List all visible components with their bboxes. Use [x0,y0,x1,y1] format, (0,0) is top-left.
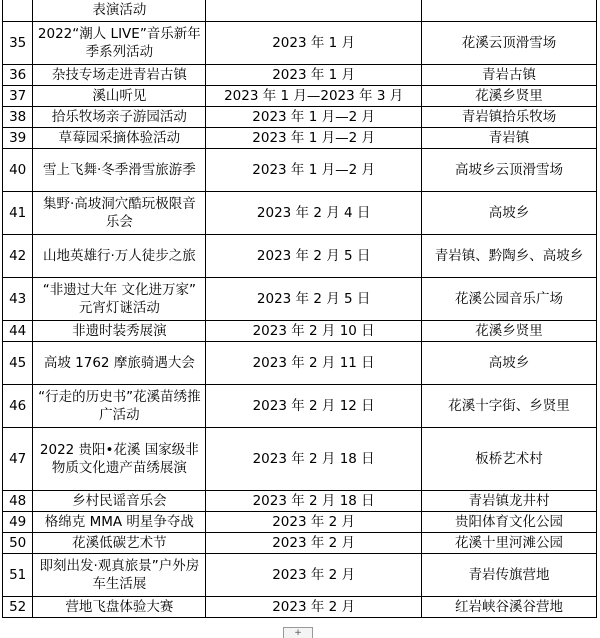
event-location: 高坡乡 [421,341,596,384]
event-name: 即刻出发·观真旅景”户外房车生活展 [33,553,206,596]
event-date: 2023 年 1 月—2 月 [206,148,422,191]
event-name: 山地英雄行·万人徒步之旅 [33,234,206,277]
table-row [3,596,597,617]
event-name: 花溪低碳艺术节 [33,532,206,553]
row-number: 35 [3,21,33,64]
continued-num-cell [3,0,33,21]
event-date: 2023 年 2 月 [206,532,422,553]
continued-date-cell [206,0,422,21]
event-date: 2023 年 2 月 18 日 [206,427,422,490]
table-row [3,106,597,127]
events-table-body [3,0,597,617]
table-row [3,234,597,277]
event-location: 板桥艺术村 [421,427,596,490]
event-name: 非遗时装秀展演 [33,320,206,341]
event-name: 乡村民谣音乐会 [33,490,206,511]
table-row [3,127,597,148]
table-row [3,85,597,106]
event-location: 青岩镇拾乐牧场 [421,106,596,127]
event-name: 雪上飞舞·冬季滑雪旅游季 [33,148,206,191]
table-row [3,511,597,532]
event-date: 2023 年 2 月 [206,553,422,596]
event-date: 2023 年 2 月 [206,596,422,617]
event-location: 青岩古镇 [421,64,596,85]
event-name: 高坡 1762 摩旅骑遇大会 [33,341,206,384]
table-row [3,21,597,64]
event-name: “行走的历史书”花溪苗绣推广活动 [33,384,206,427]
row-number: 36 [3,64,33,85]
table-row [3,341,597,384]
table-row [3,384,597,427]
event-date: 2023 年 1 月 [206,21,422,64]
event-date: 2023 年 1 月—2023 年 3 月 [206,85,422,106]
event-date: 2023 年 2 月 12 日 [206,384,422,427]
row-number: 47 [3,427,33,490]
scroll-tab[interactable]: + [283,627,313,638]
row-number: 48 [3,490,33,511]
row-number: 43 [3,277,33,320]
continued-name-cell: 表演活动 [33,0,206,21]
event-date: 2023 年 1 月 [206,64,422,85]
event-location: 花溪公园音乐广场 [421,277,596,320]
event-name: 溪山听见 [33,85,206,106]
events-table [2,0,597,618]
table-row [3,277,597,320]
row-number: 40 [3,148,33,191]
event-location: 青岩传旗营地 [421,553,596,596]
event-name: 草莓园采摘体验活动 [33,127,206,148]
row-number: 42 [3,234,33,277]
event-location: 花溪乡贤里 [421,85,596,106]
row-number: 44 [3,320,33,341]
event-name: 2022“潮人 LIVE”音乐新年季系列活动 [33,21,206,64]
event-location: 花溪乡贤里 [421,320,596,341]
event-date: 2023 年 2 月 11 日 [206,341,422,384]
event-location: 贵阳体育文化公园 [421,511,596,532]
event-date: 2023 年 2 月 18 日 [206,490,422,511]
table-row [3,191,597,234]
event-date: 2023 年 2 月 5 日 [206,277,422,320]
table-row [3,490,597,511]
row-number: 39 [3,127,33,148]
event-name: 拾乐牧场亲子游园活动 [33,106,206,127]
row-number: 49 [3,511,33,532]
row-number: 37 [3,85,33,106]
event-name: 2022 贵阳•花溪 国家级非物质文化遗产苗绣展演 [33,427,206,490]
event-location: 青岩镇龙井村 [421,490,596,511]
continued-location-cell [421,0,596,21]
row-number: 51 [3,553,33,596]
event-date: 2023 年 1 月—2 月 [206,127,422,148]
row-number: 50 [3,532,33,553]
row-number: 41 [3,191,33,234]
row-number: 45 [3,341,33,384]
event-location: 花溪十字街、乡贤里 [421,384,596,427]
table-row [3,553,597,596]
event-location: 高坡乡云顶滑雪场 [421,148,596,191]
event-date: 2023 年 2 月 5 日 [206,234,422,277]
event-location: 花溪云顶滑雪场 [421,21,596,64]
event-date: 2023 年 2 月 10 日 [206,320,422,341]
event-name: 杂技专场走进青岩古镇 [33,64,206,85]
table-row [3,532,597,553]
event-name: 营地飞盘体验大赛 [33,596,206,617]
continued-row [3,0,597,21]
table-row [3,148,597,191]
table-row [3,427,597,490]
event-location: 青岩镇 [421,127,596,148]
event-date: 2023 年 2 月 [206,511,422,532]
event-date: 2023 年 2 月 4 日 [206,191,422,234]
event-location: 青岩镇、黔陶乡、高坡乡 [421,234,596,277]
event-name: “非遗过大年 文化进万家” 元宵灯谜活动 [33,277,206,320]
table-row [3,320,597,341]
row-number: 52 [3,596,33,617]
row-number: 38 [3,106,33,127]
event-location: 高坡乡 [421,191,596,234]
event-name: 格绵克 MMA 明星争夺战 [33,511,206,532]
event-location: 红岩峡谷溪谷营地 [421,596,596,617]
event-date: 2023 年 1 月—2 月 [206,106,422,127]
table-row [3,64,597,85]
event-location: 花溪十里河滩公园 [421,532,596,553]
event-name: 集野·高坡洞穴酷玩极限音乐会 [33,191,206,234]
row-number: 46 [3,384,33,427]
